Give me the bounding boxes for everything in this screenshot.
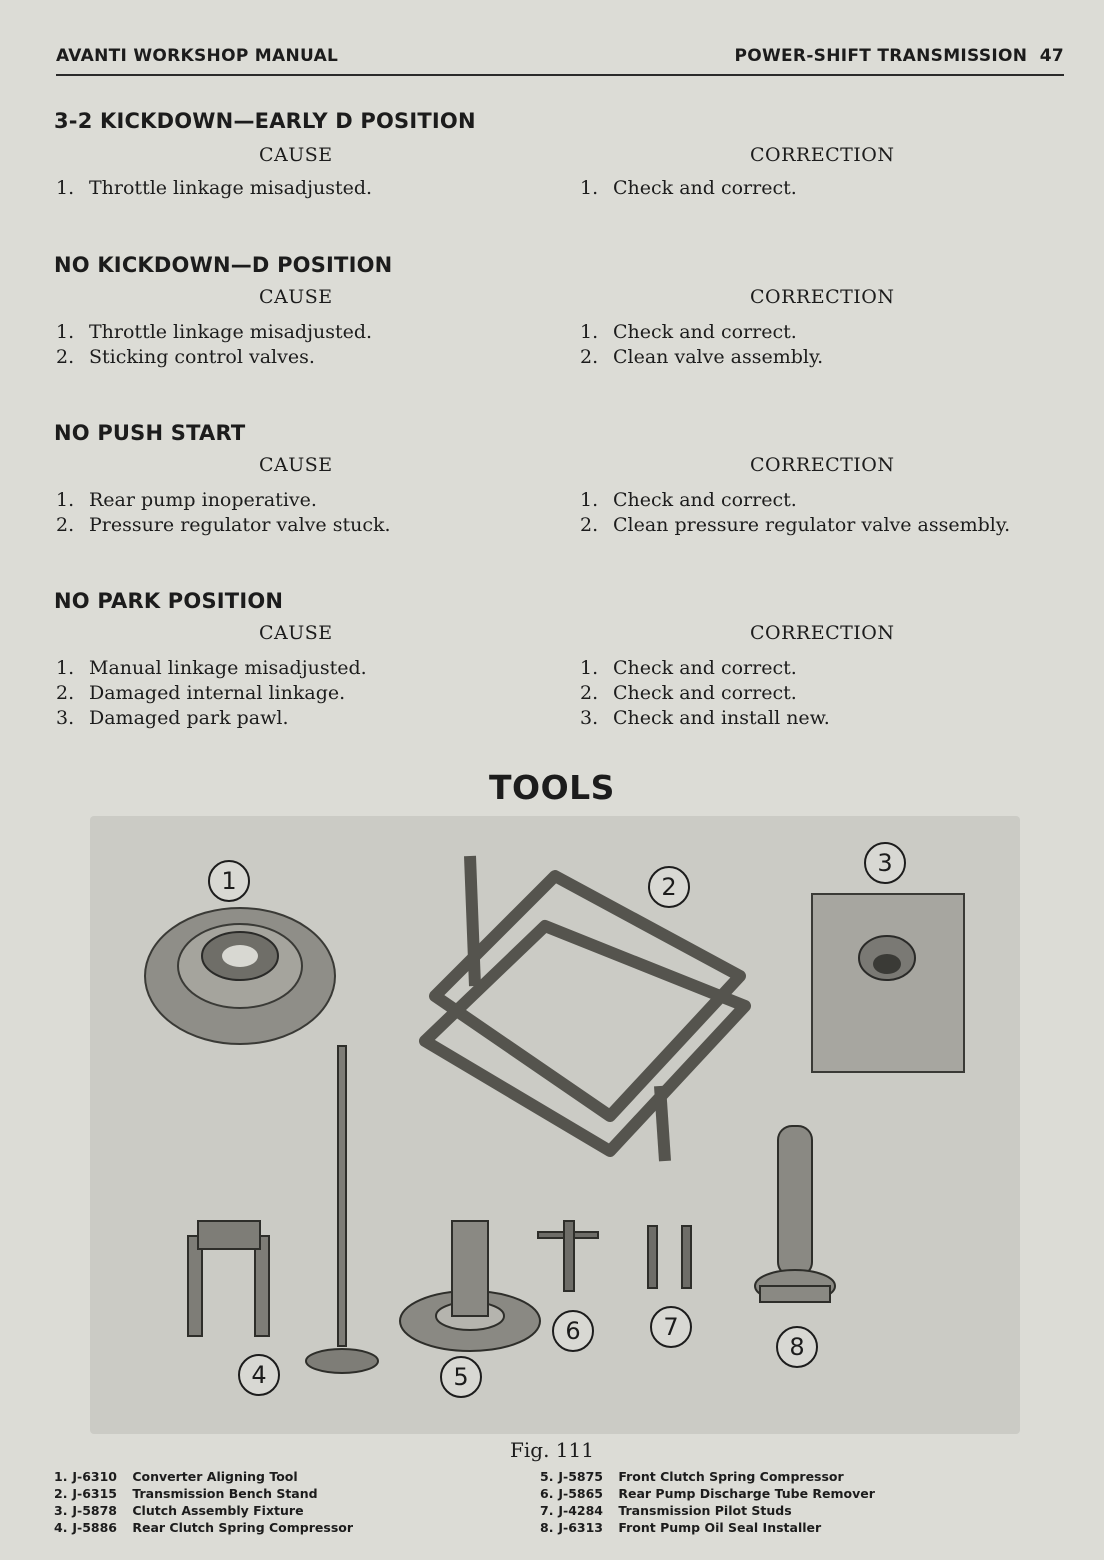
correction-list [580, 176, 797, 201]
correction-heading: CORRECTION [750, 454, 895, 476]
figure-caption: Fig. 111 [510, 1438, 594, 1462]
correction-item: 2. Clean pressure regulator valve assembly. [580, 514, 1011, 536]
cause-item: 2. Pressure regulator valve stuck. [56, 514, 391, 536]
section-title: NO PUSH START [54, 421, 246, 445]
cause-item: 1. Rear pump inoperative. [56, 489, 317, 511]
legend-item: 6. J-5865 Rear Pump Discharge Tube Remover [540, 1486, 875, 1501]
section-title: NO KICKDOWN—D POSITION [54, 253, 393, 277]
cause-heading: CAUSE [259, 286, 333, 308]
callout-7: 7 [650, 1306, 692, 1348]
section-title: 3-2 KICKDOWN—EARLY D POSITION [54, 109, 476, 133]
bench-stand-drawing [425, 856, 745, 1161]
callout-6: 6 [552, 1310, 594, 1352]
correction-list [580, 320, 823, 370]
tool-legend-left [54, 1468, 353, 1536]
callout-5: 5 [440, 1356, 482, 1398]
cause-list [56, 320, 372, 370]
correction-item: 2. Check and correct. [580, 682, 797, 704]
cause-heading: CAUSE [259, 454, 333, 476]
legend-item: 2. J-6315 Transmission Bench Stand [54, 1486, 318, 1501]
discharge-tube-remover-drawing [538, 1221, 598, 1291]
cause-item: 3. Damaged park pawl. [56, 707, 289, 729]
cause-list [56, 656, 367, 731]
cause-heading: CAUSE [259, 622, 333, 644]
section-no-push-start [54, 418, 1054, 536]
cause-list [56, 488, 391, 538]
correction-heading: CORRECTION [750, 144, 895, 166]
cause-item: 1. Manual linkage misadjusted. [56, 657, 367, 679]
legend-item: 3. J-5878 Clutch Assembly Fixture [54, 1503, 304, 1518]
correction-list [580, 656, 830, 731]
section-title: NO PARK POSITION [54, 589, 284, 613]
legend-item: 8. J-6313 Front Pump Oil Seal Installer [540, 1520, 822, 1535]
correction-heading: CORRECTION [750, 622, 895, 644]
callout-8: 8 [776, 1326, 818, 1368]
tools-heading: TOOLS [489, 768, 615, 807]
correction-item: 1. Check and correct. [580, 177, 797, 199]
page-number: 47 [1039, 46, 1064, 66]
cause-list [56, 176, 372, 201]
section-early-d-kickdown [54, 106, 1054, 199]
callout-1: 1 [208, 860, 250, 902]
correction-heading: CORRECTION [750, 286, 895, 308]
tools-photo [90, 816, 1020, 1434]
correction-item: 1. Check and correct. [580, 489, 797, 511]
cause-item: 1. Throttle linkage misadjusted. [56, 177, 373, 199]
legend-item: 7. J-4284 Transmission Pilot Studs [540, 1503, 792, 1518]
cause-item: 2. Damaged internal linkage. [56, 682, 346, 704]
tool-legend-right [540, 1468, 875, 1536]
header-section-title [734, 46, 1064, 66]
clutch-fixture-drawing [812, 894, 964, 1072]
converter-aligning-tool-drawing [145, 908, 335, 1044]
oil-seal-installer-drawing [755, 1126, 835, 1302]
cause-item: 2. Sticking control valves. [56, 346, 315, 368]
front-clutch-compressor-drawing [400, 1221, 540, 1351]
correction-item: 1. Check and correct. [580, 321, 797, 343]
header-chapter: POWER-SHIFT TRANSMISSION [734, 46, 1028, 66]
rear-clutch-compressor-drawing [188, 1046, 378, 1373]
correction-item: 1. Check and correct. [580, 657, 797, 679]
section-no-park [54, 586, 1054, 729]
legend-item: 4. J-5886 Rear Clutch Spring Compressor [54, 1520, 354, 1535]
pilot-studs-drawing [648, 1226, 691, 1288]
section-no-kickdown [54, 250, 1054, 368]
page-header [56, 44, 1064, 76]
correction-item: 2. Clean valve assembly. [580, 346, 824, 368]
legend-item: 1. J-6310 Converter Aligning Tool [54, 1469, 298, 1484]
correction-list [580, 488, 1010, 538]
callout-3: 3 [864, 842, 906, 884]
correction-item: 3. Check and install new. [580, 707, 830, 729]
cause-item: 1. Throttle linkage misadjusted. [56, 321, 373, 343]
cause-heading: CAUSE [259, 144, 333, 166]
callout-4: 4 [238, 1354, 280, 1396]
header-manual-title: AVANTI WORKSHOP MANUAL [56, 46, 339, 66]
legend-item: 5. J-5875 Front Clutch Spring Compressor [540, 1469, 844, 1484]
callout-2: 2 [648, 866, 690, 908]
